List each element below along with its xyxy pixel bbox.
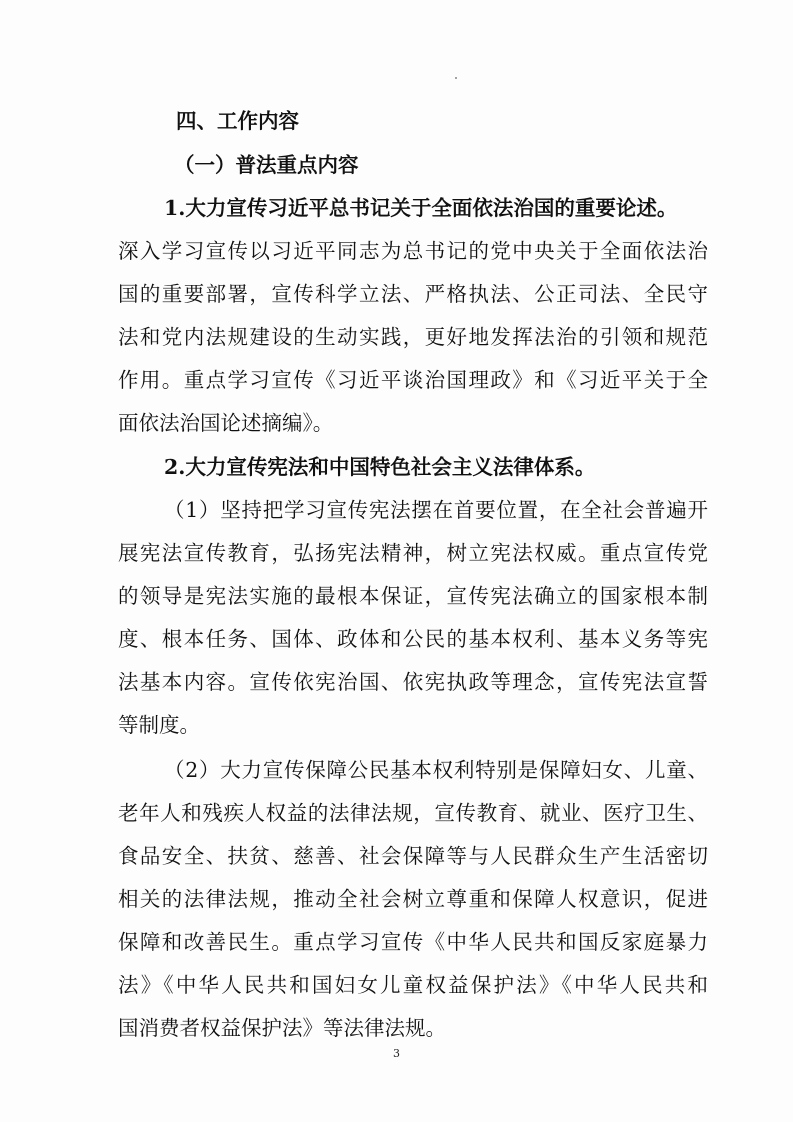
item2-para2-line: 老年人和残疾人权益的法律法规，宣传教育、就业、医疗卫生、: [118, 801, 708, 825]
item1-line: 深入学习宣传以习近平同志为总书记的党中央关于全面依法治: [118, 239, 708, 263]
item2-para2-line: 法》《中华人民共和国妇女儿童权益保护法》《中华人民共和: [118, 973, 708, 997]
page-number: 3: [393, 1047, 400, 1060]
item2-para1-line: 法基本内容。宣传依宪治国、依宪执政等理念，宣传宪法宣誓: [118, 670, 708, 694]
item1-line: 作用。重点学习宣传《习近平谈治国理政》和《习近平关于全: [118, 368, 708, 392]
item2-para2-line: 相关的法律法规，推动全社会树立尊重和保障人权意识，促进: [118, 887, 708, 911]
item1-line: 面依法治国论述摘编》。: [118, 411, 334, 435]
item2-para1-line: 的领导是宪法实施的最根本保证，宣传宪法确立的国家根本制: [118, 584, 708, 608]
item2-title: 2.大力宣传宪法和中国特色社会主义法律体系。: [164, 455, 596, 479]
item1-title: 1.大力宣传习近平总书记关于全面依法治国的重要论述。: [164, 196, 678, 220]
item2-para1-line: 等制度。: [118, 713, 200, 737]
item2-para2-line: （2）大力宣传保障公民基本权利特别是保障妇女、儿童、: [164, 758, 708, 782]
subsection-heading: （一）普法重点内容: [174, 153, 359, 177]
section-heading: 四、工作内容: [176, 109, 299, 133]
item2-para1-line: （1）坚持把学习宣传宪法摆在首要位置，在全社会普遍开: [164, 498, 708, 522]
item2-para2-line: 保障和改善民生。重点学习宣传《中华人民共和国反家庭暴力: [118, 930, 708, 954]
item2-para1-line: 展宪法宣传教育，弘扬宪法精神，树立宪法权威。重点宣传党: [118, 541, 708, 565]
scan-speck: [455, 77, 457, 79]
item1-line: 法和党内法规建设的生动实践，更好地发挥法治的引领和规范: [118, 325, 708, 349]
item2-para2-line: 食品安全、扶贫、慈善、社会保障等与人民群众生产生活密切: [118, 844, 708, 868]
item1-line: 国的重要部署，宣传科学立法、严格执法、公正司法、全民守: [118, 282, 708, 306]
item2-para2-line: 国消费者权益保护法》等法律法规。: [118, 1016, 446, 1040]
item2-para1-line: 度、根本任务、国体、政体和公民的基本权利、基本义务等宪: [118, 627, 708, 651]
